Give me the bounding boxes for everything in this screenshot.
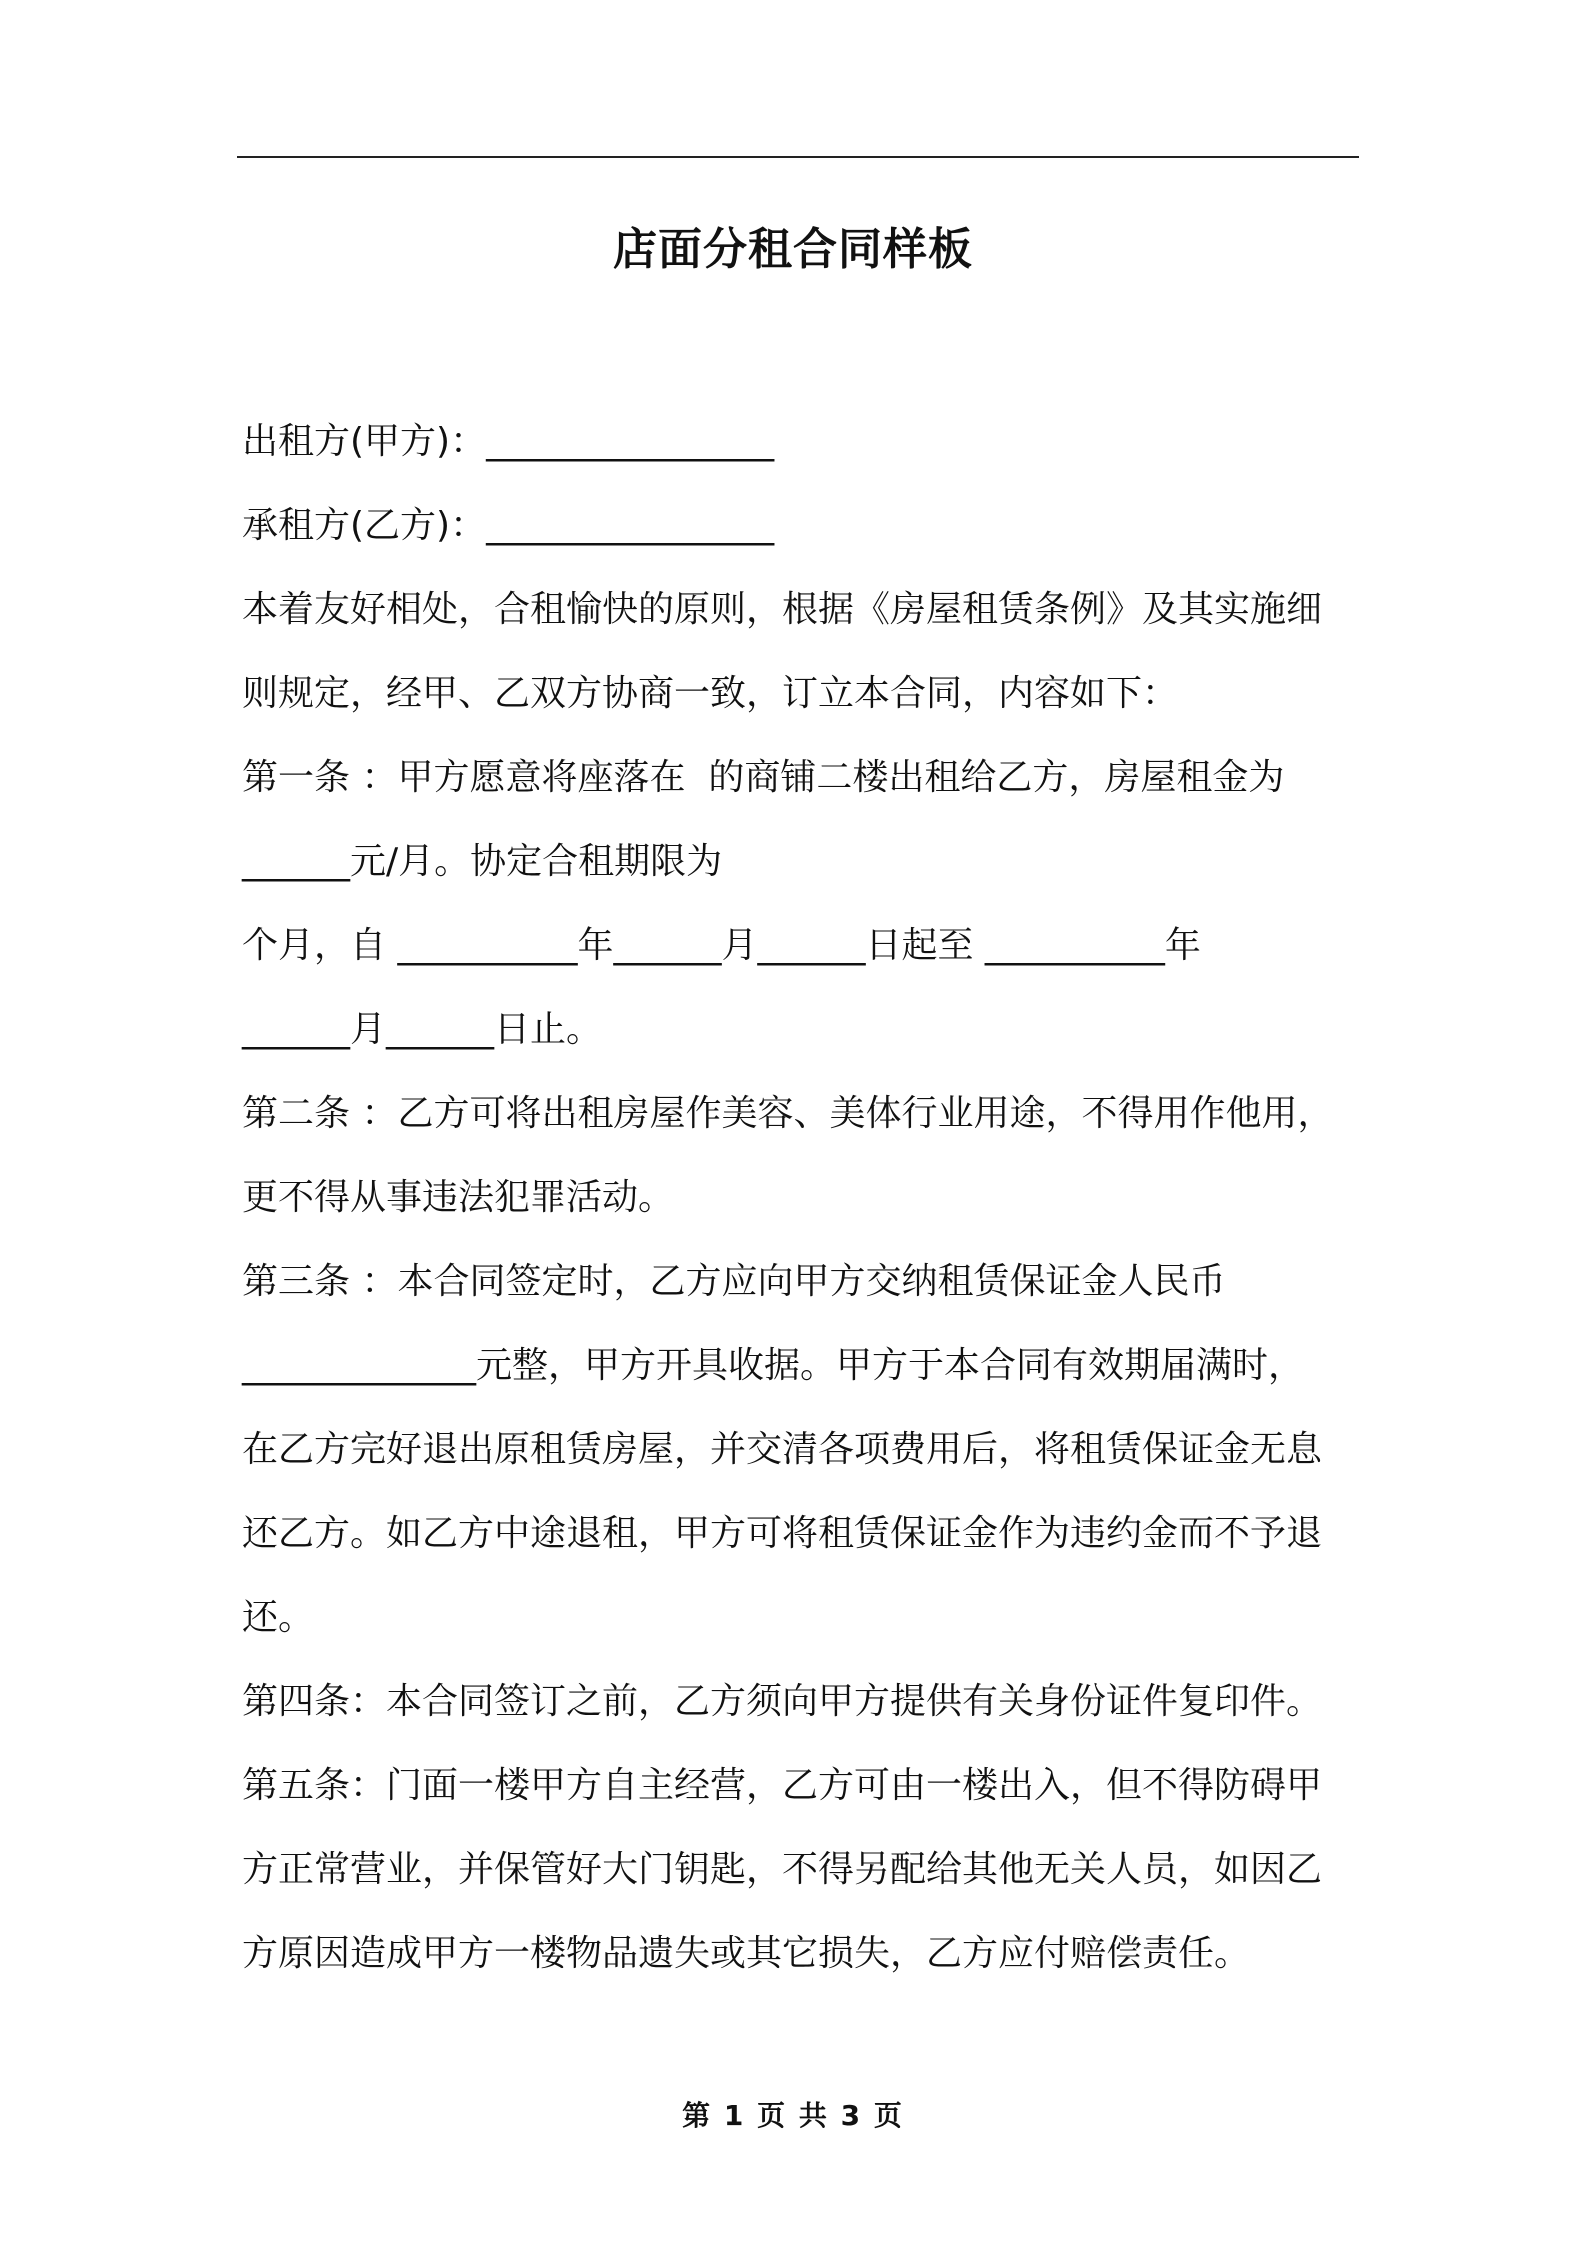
paragraph-line: 还。 bbox=[242, 1597, 315, 1638]
paragraph-line: 第五条：门面一楼甲方自主经营，乙方可由一楼出入，但不得防碍甲 bbox=[242, 1765, 1323, 1806]
paragraph-line: 第三条 ：本合同签定时，乙方应向甲方交纳租赁保证金人民币 bbox=[242, 1261, 1226, 1302]
paragraph-line: 个月，自 __________年______月______日起至 __________年 bbox=[242, 925, 1201, 966]
paragraph-line: ______月______日止。 bbox=[242, 1009, 603, 1050]
contract-body bbox=[242, 400, 1362, 1996]
paragraph-line: 本着友好相处，合租愉快的原则，根据《房屋租赁条例》及其实施细 bbox=[242, 589, 1323, 630]
paragraph-line: 第四条：本合同签订之前，乙方须向甲方提供有关身份证件复印件。 bbox=[242, 1681, 1323, 1722]
paragraph-line: 方原因造成甲方一楼物品遗失或其它损失，乙方应付赔偿责任。 bbox=[242, 1933, 1251, 1974]
paragraph-line: 承租方(乙方)：________________ bbox=[242, 505, 775, 546]
paragraph-line: _____________元整，甲方开具收据。甲方于本合同有效期届满时， bbox=[242, 1345, 1305, 1386]
paragraph-line: 更不得从事违法犯罪活动。 bbox=[242, 1177, 675, 1218]
header-rule bbox=[237, 156, 1359, 158]
paragraph-line: 在乙方完好退出原租赁房屋，并交清各项费用后，将租赁保证金无息 bbox=[242, 1429, 1323, 1470]
paragraph-line: 则规定，经甲、乙双方协商一致，订立本合同，内容如下： bbox=[242, 673, 1179, 714]
paragraph-line: 方正常营业，并保管好大门钥匙，不得另配给其他无关人员，如因乙 bbox=[242, 1849, 1323, 1890]
paragraph-line: 还乙方。如乙方中途退租，甲方可将租赁保证金作为违约金而不予退 bbox=[242, 1513, 1323, 1554]
paragraph-line: ______元/月。协定合租期限为 bbox=[242, 841, 723, 882]
paragraph-line: 第一条 ：甲方愿意将座落在 的商铺二楼出租给乙方，房屋租金为 bbox=[242, 757, 1285, 798]
page-footer: 第 1 页 共 3 页 bbox=[682, 2099, 904, 2132]
document-title: 店面分租合同样板 bbox=[613, 224, 973, 275]
paragraph-line: 出租方(甲方)：________________ bbox=[242, 421, 775, 462]
paragraph-line: 第二条 ：乙方可将出租房屋作美容、美体行业用途，不得用作他用， bbox=[242, 1093, 1334, 1134]
